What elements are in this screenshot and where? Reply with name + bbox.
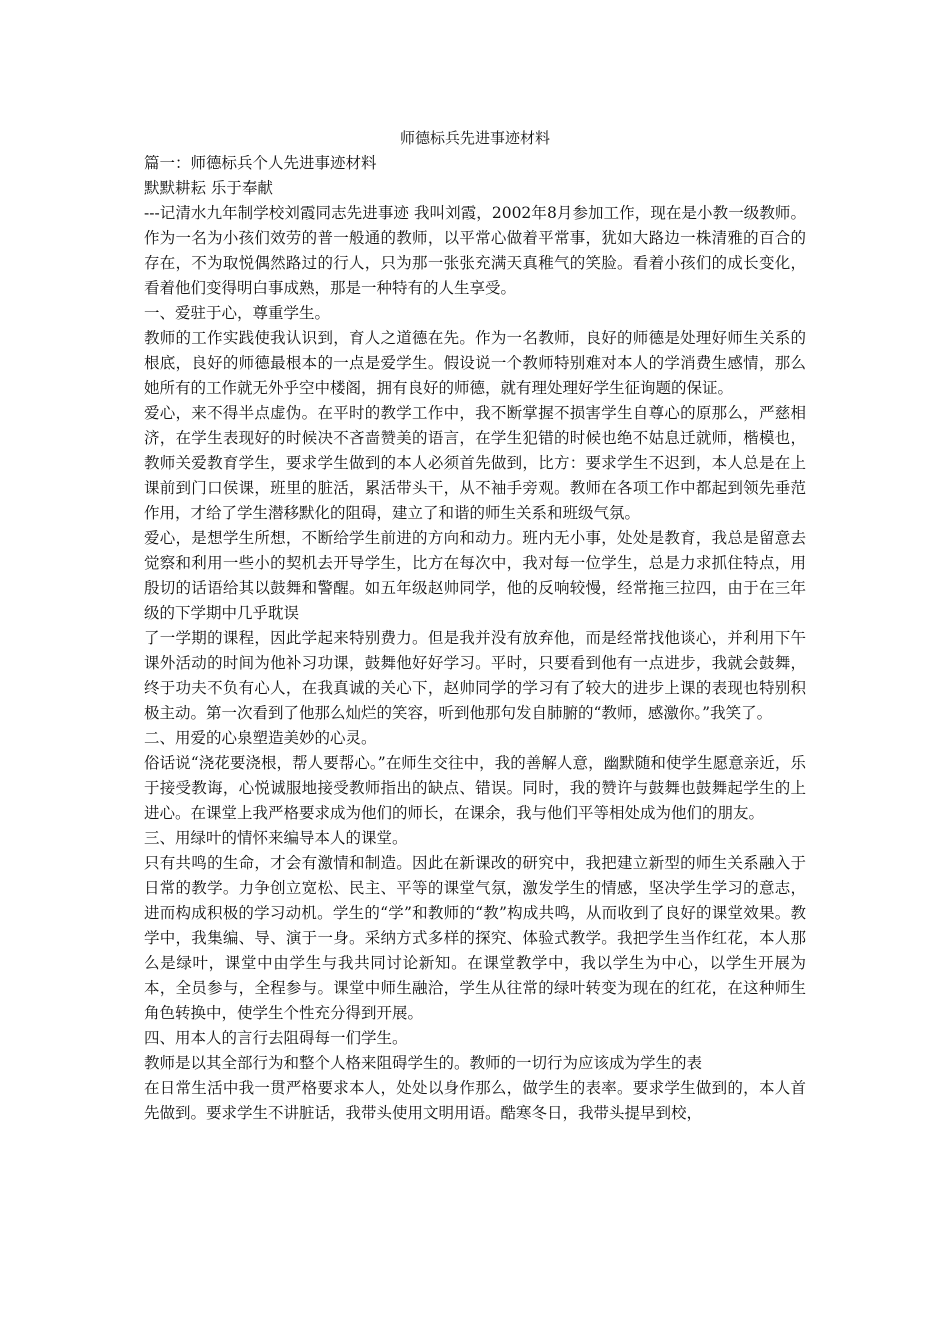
paragraph: 教师是以其全部行为和整个人格来阻碍学生的。教师的一切行为应该成为学生的表 bbox=[144, 1054, 703, 1072]
paragraph: 只有共鸣的生命，才会有激情和制造。因此在新课改的研究中，我把建立新型的师生关系融入于日常的教学。力争创立宽松、民主、平等的课堂气氛，激发学生的情感，坚决学生学习的意志，进而构成积极的学习动机。学生的“学”和教师的“教”构成共鸣，从而收到了良好的课堂效果。教学中，我集编、导、演于一身。采纳方式多样的探究、体验式教学。我把学生当作红花，本人那么是绿叶，课堂中由学生与我共同讨论新知。在课堂教学中，我以学生为中心，以学生开展为本，全员参与，全程参与。课堂中师生融洽，学生从往常的绿叶转变为现在的红花，在这种师生角色转换中，使学生个性充分得到开展。 bbox=[144, 854, 806, 1022]
paragraph: 爱心，是想学生所想，不断给学生前进的方向和动力。班内无小事，处处是教育，我总是留意去觉察和利用一些小的契机去开导学生，比方在每次中，我对每一位学生，总是力求抓住特点，用殷切的话语给其以鼓舞和警醒。如五年级赵帅同学，他的反响较慢，经常拖三拉四，由于在三年级的下学期中几乎耽误 bbox=[144, 529, 806, 622]
paragraph: 一、爱驻于心，尊重学生。 bbox=[144, 304, 331, 322]
paragraph: 爱心，来不得半点虚伪。在平时的教学工作中，我不断掌握不损害学生自尊心的原那么，严慈相济，在学生表现好的时候决不吝啬赞美的语言，在学生犯错的时候也绝不姑息迁就师，楷模也，教师关爱教育学生，要求学生做到的本人必须首先做到，比方：要求学生不迟到，本人总是在上课前到门口侯课，班里的脏活，累活带头干，从不袖手旁观。教师在各项工作中都起到领先垂范作用，才给了学生潜移默化的阻碍，建立了和谐的师生关系和班级气氛。 bbox=[144, 404, 806, 522]
document-body bbox=[144, 151, 806, 1126]
paragraph: 篇一：师德标兵个人先进事迹材料 bbox=[144, 154, 377, 172]
paragraph: 俗话说“浇花要浇根，帮人要帮心。”在师生交往中，我的善解人意，幽默随和使学生愿意亲近，乐于接受教诲，心悦诚服地接受教师指出的缺点、错误。同时，我的赞许与鼓舞也鼓舞起学生的上进心。在课堂上我严格要求成为他们的师长，在课余，我与他们平等相处成为他们的朋友。 bbox=[144, 754, 806, 822]
document-title: 师德标兵先进事迹材料 bbox=[399, 129, 550, 147]
paragraph: 默默耕耘 乐于奉献 bbox=[144, 179, 273, 197]
paragraph: 二、用爱的心泉塑造美妙的心灵。 bbox=[144, 729, 377, 747]
paragraph: 三、用绿叶的情怀来编导本人的课堂。 bbox=[144, 829, 408, 847]
paragraph: ---记清水九年制学校刘霞同志先进事迹 我叫刘霞，2002年8月参加工作，现在是小教一级教师。作为一名为小孩们效劳的普一般通的教师，以平常心做着平常事，犹如大路边一株清雅的百合的存在，不为取悦偶然路过的行人，只为那一张张充满天真稚气的笑脸。看着小孩们的成长变化，看着他们变得明白事成熟，那是一种特有的人生享受。 bbox=[144, 204, 806, 297]
paragraph: 了一学期的课程，因此学起来特别费力。但是我并没有放弃他，而是经常找他谈心，并利用下午课外活动的时间为他补习功课，鼓舞他好好学习。平时，只要看到他有一点进步，我就会鼓舞，终于功夫不负有心人，在我真诚的关心下，赵帅同学的学习有了较大的进步上课的表现也特别积极主动。第一次看到了他那么灿烂的笑容，听到他那句发自肺腑的“教师，感激你。”我笑了。 bbox=[144, 629, 806, 722]
paragraph: 在日常生活中我一贯严格要求本人，处处以身作那么，做学生的表率。要求学生做到的，本人首先做到。要求学生不讲脏话，我带头使用文明用语。酷寒冬日，我带头提早到校， bbox=[144, 1079, 806, 1122]
paragraph: 教师的工作实践使我认识到，育人之道德在先。作为一名教师，良好的师德是处理好师生关系的根底，良好的师德最根本的一点是爱学生。假设说一个教师特别难对本人的学消费生感情，那么她所有的工作就无外乎空中楼阁，拥有良好的师德，就有理处理好学生征询题的保证。 bbox=[144, 329, 806, 397]
paragraph: 四、用本人的言行去阻碍每一们学生。 bbox=[144, 1029, 408, 1047]
